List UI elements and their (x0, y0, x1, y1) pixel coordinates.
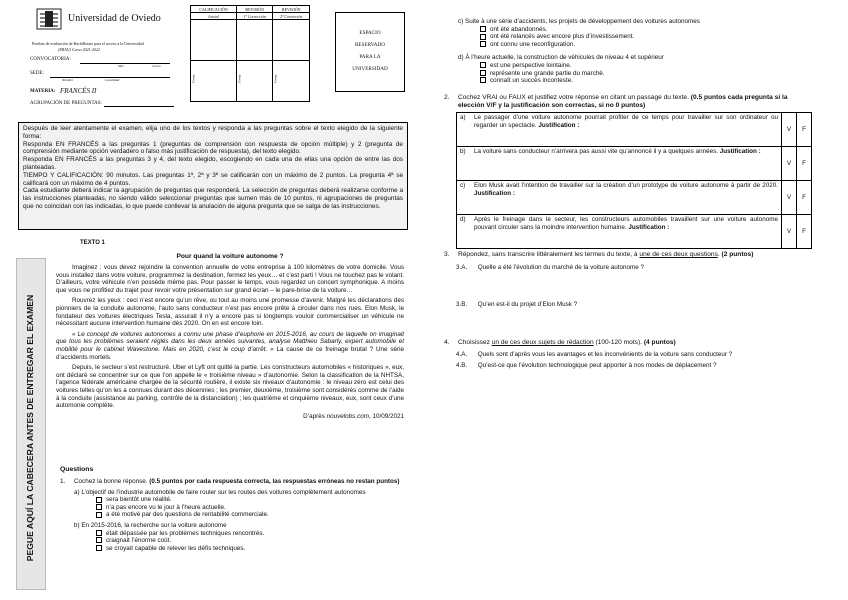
texte-body (56, 264, 404, 420)
q1-number: 1. (60, 478, 66, 485)
q2-row-a-true[interactable]: V (782, 113, 797, 147)
texte-source-date: , 10/09/2021 (368, 412, 404, 420)
q1c-options (480, 26, 818, 49)
firma-cell-revision-1[interactable] (237, 61, 273, 102)
q4-header (444, 339, 812, 347)
checkbox[interactable] (96, 537, 102, 543)
firma-label: Firma (273, 74, 278, 84)
q2-row-a (457, 113, 812, 147)
q1d-option-1-text: est une perspective lointaine. (490, 61, 572, 69)
checkbox[interactable] (480, 34, 486, 40)
q2-row-d-justification: Justification : (628, 223, 670, 231)
reserved-line-2: RESERVADO (354, 42, 386, 48)
q1a-option-1[interactable] (96, 496, 404, 504)
q1a-option-3[interactable] (96, 511, 404, 519)
firma-cell-inicial[interactable] (191, 61, 237, 102)
q1d-option-3-text: connaît un succès inconteste. (490, 77, 573, 85)
firma-label: Firma (191, 74, 196, 84)
q1a-stem: a) L’objectif de l’industrie automobile de faire rouler sur les routes des voitures complètement autonomes (74, 488, 366, 496)
texte-para-2: Rouvrez les yeux : ceci n’est encore qu’un rêve, ou tout au moins une promesse d’avenir. Malgré les déclarations des pionniers de la conduite autonome, l’auto sans conducteur n’est pas encore prête à circuler dans nos rues. Elon Musk, le fondateur des voitures électriques Tesla, assurait il n’y a encore pas si longtemps vouloir commercialiser un véhicule ne nécessitant aucune intervention humaine dès 2020. On en est encore loin. (56, 297, 404, 328)
q2-row-b-statement (471, 147, 782, 181)
q4-number: 4. (444, 339, 450, 346)
checkbox[interactable] (480, 70, 486, 76)
q2-row-c (457, 181, 812, 215)
convocatoria-label: CONVOCATORIA: (30, 57, 71, 62)
texte-source-prefix: D’après (303, 412, 327, 420)
checkbox[interactable] (96, 530, 102, 536)
q2-row-a-label: a) (457, 113, 472, 147)
q4a-text: Quels sont d’après vous les avantages et les inconvénients de la voiture sans conducteur ? (477, 351, 733, 358)
q1a-option-2[interactable] (96, 504, 404, 512)
q1-points: (0.5 puntos por cada respuesta correcta, las respuestas erróneas no restan puntos) (149, 478, 400, 485)
q3-header (444, 251, 812, 259)
q1d-option-3[interactable] (480, 77, 818, 85)
instructions-box (18, 122, 408, 230)
grade-cell-revision-1[interactable] (237, 20, 273, 61)
q2-row-b-label: b) (457, 147, 472, 181)
q2-row-c-true[interactable]: V (782, 181, 797, 215)
q1-text: Cochez la bonne réponse. (74, 478, 150, 485)
checkbox[interactable] (480, 26, 486, 32)
q1c-option-3[interactable] (480, 41, 818, 49)
q3a (456, 264, 644, 271)
reserved-line-4: UNIVERSIDAD (352, 66, 388, 72)
firma-cell-revision-2[interactable] (273, 61, 310, 102)
q2-row-a-false[interactable]: F (797, 113, 812, 147)
q2-table (456, 112, 812, 249)
q4-text-suffix: (100-120 mots). (593, 339, 644, 346)
q1b-option-2[interactable] (96, 537, 404, 545)
q1b-option-3[interactable] (96, 545, 404, 553)
q1b-stem: b) En 2015-2016, la recherche sur la voiture autonome (74, 521, 227, 529)
instructions-p3: Responda EN FRANCÉS a las preguntas 3 y 4, del texto elegido, escogiendo en cada una de ellas una opción de entre las dos planteadas. (23, 156, 403, 171)
q3b-label: 3.B. (456, 301, 468, 308)
exam-subtitle-2: (EBAU) Curso 2021-2022 (58, 47, 100, 52)
firma-label: Firma (237, 74, 242, 84)
q2-row-b-justification: Justification : (719, 148, 761, 155)
q1d-stem: d) À l’heure actuelle, la construction de véhicules de niveau 4 et supérieur (458, 54, 664, 62)
q1b-option-3-text: se croyait capable de relever les défis techniques. (106, 544, 246, 552)
q1c-option-3-text: ont connu une reconfiguration. (490, 40, 576, 48)
agrupacion-field[interactable] (104, 106, 174, 107)
q1a-options (96, 496, 404, 519)
q4-points: (4 puntos) (643, 339, 676, 346)
q4b-text: Qu’est-ce que l’évolution technologique peut apporter à nos modes de déplacement ? (477, 362, 717, 369)
q3-text-suffix: . (717, 251, 722, 258)
q1b-option-2-text: craignait l’énorme coût. (106, 537, 172, 545)
texte-source (56, 413, 404, 421)
q1a-option-2-text: n’a pas encore vu le jour à l’heure actuelle. (106, 503, 226, 511)
q2-row-d-statement (471, 215, 782, 249)
materia-label: MATERIA: (30, 89, 56, 94)
texte-para-3-quote: « Le concept de voitures autonomes a connu une phase d’euphorie en 2015-2016, au cours de laquelle on imaginait que tous les problèmes seraient réglés dans les deux années suivantes, analyse Matthieu Sabarly, expert automobile et mobilité pour le cabinet Wavestone. Mais en 2020, c’est le coup d’arrêt. » (56, 330, 404, 353)
q3-points: (2 puntos) (721, 251, 754, 258)
q1c-option-1-text: ont été abandonnés. (490, 25, 548, 33)
q2-row-b (457, 147, 812, 181)
grade-header-revision-1: REVISIÓN (237, 6, 273, 13)
q1c-option-1[interactable] (480, 26, 818, 34)
checkbox[interactable] (96, 545, 102, 551)
q2-row-c-text: Elon Musk avait l’intention de travailler sur la création d’un prototype de voiture autonome à partir de 2020. (474, 182, 778, 189)
q2-row-a-statement (471, 113, 782, 147)
grade-subheader-1a: 1ª Corrección (237, 13, 273, 20)
mes-label: Mes (118, 64, 124, 68)
q3-text-prefix: Répondez, sans transcrire littéralement les termes du texte, à (458, 251, 640, 258)
q4-text-underlined: un de ces deux sujets de rédaction (491, 339, 594, 346)
instructions-p1: Después de leer atentamente el examen, elija uno de los textos y responda a las preguntas sobre el texto elegido de la siguiente forma: (23, 125, 403, 140)
q1c-option-2-text: ont été relancés avec encore plus d’investissement. (490, 33, 635, 41)
texte-para-3 (56, 331, 404, 361)
q2-row-d-false[interactable]: F (797, 215, 812, 249)
texte-title: Pour quand la voiture autonome ? (176, 253, 284, 260)
q1-continued (458, 18, 818, 85)
materia-value: FRANCÉS II (60, 87, 97, 95)
q4a (456, 351, 732, 358)
q1d-options (480, 62, 818, 85)
grade-cell-revision-2[interactable] (273, 20, 310, 61)
grade-table (190, 5, 310, 102)
q1b-options (96, 530, 404, 553)
q3b (456, 301, 577, 308)
q2-points: (0.5 puntos cada pregunta si la elección V/F y la justificación son correctas, si no 0 puntos) (458, 94, 788, 109)
exam-subtitle-1: Pruebas de evaluación de Bachillerato para el acceso a la Universidad (32, 41, 144, 46)
reserved-university-box (335, 12, 405, 92)
q4a-label: 4.A. (456, 351, 468, 358)
instructions-p2: Responda EN FRANCÉS a las preguntas 1 (preguntas de comprensión con respuesta de opción múltiple) y 2 (pregunta de comprensión mediante opción verdadero o falso más justificación de respuesta), del texto elegido. (23, 140, 403, 156)
q1d-option-2-text: représente une grande partie du marché. (490, 69, 605, 77)
q3a-text: Quelle a été l’évolution du marché de la voiture autonome ? (477, 264, 645, 271)
q3-number: 3. (444, 251, 450, 258)
q2-row-d-true[interactable]: V (782, 215, 797, 249)
nombre-label: Nombre (62, 78, 74, 82)
q1d-option-2[interactable] (480, 70, 818, 78)
texte-para-3-tail: La cause de ce freinage brutal ? Une série d’accidents mortels. (56, 345, 405, 361)
q1b-option-1-text: était dépassée par les problèmes techniques rencontrés. (106, 529, 265, 537)
q2-header (444, 94, 812, 110)
instructions-p4: TIEMPO Y CALIFICACIÓN: 90 minutos. Las preguntas 1ª, 2ª y 3ª se calificarán con un máximo de 2 puntos. La pregunta 4ª se calificará con un máximo de 4 puntos. (23, 171, 403, 187)
agrupacion-label: AGRUPACIÓN DE PREGUNTAS: (30, 101, 102, 106)
q3b-text: Qu’en est-il du projet d’Elon Musk ? (477, 301, 578, 308)
q2-row-d-text: Après le freinage dans le secteur, les constructeurs automobiles travaillent sur une voiture autonome pouvant circuler sans la moindre intervention humaine. (474, 216, 778, 231)
reserved-line-3: PARA LA (359, 54, 381, 60)
checkbox[interactable] (480, 77, 486, 83)
checkbox[interactable] (96, 512, 102, 518)
grade-subheader-inicial: Inicial (191, 13, 237, 20)
checkbox[interactable] (96, 497, 102, 503)
q2-row-c-justification: Justification : (474, 189, 515, 197)
checkbox[interactable] (480, 62, 486, 68)
q3-text-underlined: une de ces deux questions (639, 251, 718, 258)
checkbox[interactable] (96, 504, 102, 510)
q1a-option-3-text: a été motivé par des questions de rentabilité commerciale. (106, 511, 269, 519)
q4b-label: 4.B. (456, 362, 468, 369)
q3a-label: 3.A. (456, 264, 468, 271)
reserved-line-1: ESPACIO (359, 30, 381, 36)
q2-row-b-text: La voiture sans conducteur n’arrivera pas aussi vite qu’annoncé il y a quelques années. (474, 148, 720, 155)
university-seal-icon (36, 8, 62, 30)
q1a-option-1-text: sera bientôt une réalité. (106, 496, 172, 504)
q2-row-a-justification: Justification : (538, 121, 580, 129)
grade-header-calificacion: CALIFICACIÓN (191, 6, 237, 13)
questions-heading: Questions (60, 466, 94, 473)
side-banner-text: PEGUE AQUÍ LA CABECERA ANTES DE ENTREGAR EL EXAMEN (25, 294, 35, 562)
q2-row-c-false[interactable]: F (797, 181, 812, 215)
q2-row-d-label: d) (457, 215, 472, 249)
q1c-option-2[interactable] (480, 33, 818, 41)
q2-row-c-statement (471, 181, 782, 215)
curso-label: Curso (152, 64, 161, 68)
q1d-option-1[interactable] (480, 62, 818, 70)
university-name: Universidad de Oviedo (68, 13, 161, 24)
texte-para-4: Depuis, le secteur s’est restructuré. Uber et Lyft ont quitté la partie. Les constructeurs automobiles « historiques », eux, ont déclaré se concentrer sur ce que l’on appelle le « troisième niveau » d’autonomie. Selon la classification de la NHTSA, l’agence fédérale américaine chargée de la sécurité routière, il existe six niveaux d’autonomie : le niveau zéro est celui des voitures telles qu’on les a connues durant des décennies ; les premier, deuxième, troisième sont considérés comme de l’aide à la conduite (assistance au parking, contrôle de la distanciation) ; les quatrième et cinquième niveaux, eux, sont ceux d’une automonie complète. (56, 364, 404, 410)
q2-row-b-true[interactable]: V (782, 147, 797, 181)
university-logo (36, 8, 62, 30)
q4-text-prefix: Choisissez (458, 339, 492, 346)
q2-row-a-text: Le passager d’une voiture autonome pourrait profiter de ce temps pour travailler sur son ordinateur ou regarder un spectacle. (474, 114, 778, 129)
grade-header-revision-2: REVISIÓN (273, 6, 310, 13)
q1b-option-1[interactable] (96, 530, 404, 538)
texte-source-site: nouvelobs.com (326, 412, 369, 420)
instructions-p5: Cada estudiante deberá indicar la agrupación de preguntas que responderá. La selección de preguntas deberá realizarse conforme a las instrucciones planteadas, no siendo válido seleccionar preguntas que sumen más de 10 puntos, ni agrupaciones de preguntas que no coincidan con las indicadas, lo que puede conllevar la anulación de alguna pregunta que se salga de las instrucciones. (23, 187, 403, 210)
q1-block (60, 478, 404, 552)
q2-number: 2. (444, 94, 450, 101)
q2-row-b-false[interactable]: F (797, 147, 812, 181)
localidad-label: Localidad (105, 78, 120, 82)
texte-label: TEXTO 1 (80, 240, 105, 246)
grade-cell-inicial[interactable] (191, 20, 237, 61)
sede-label: SEDE: (30, 71, 44, 76)
q1c-stem: c) Suite à une série d’accidents, les projets de développement des voitures autonomes (458, 18, 700, 25)
grade-subheader-2a: 2ª Corrección (273, 13, 310, 20)
texte-para-1: Imaginez : vous devez rejoindre la convention annuelle de votre entreprise à 100 kilomètres de votre domicile. Vous vous installez dans votre voiture, programmez la destination, fermez les yeux… et c’est parti ! Vous ne touchez pas le volant. D’ailleurs, votre véhicule n’en possède même pas. Pour passer le temps, vous regardez un concert symphonique. A moins que vous ne profitiez du trajet pour revoir votre présentation sur grand écran – le pare-brise de la voiture… (56, 264, 404, 294)
q4b (456, 362, 717, 369)
q2-text: Cochez VRAI ou FAUX et justifiez votre réponse en citant un passage du texte. (458, 94, 691, 101)
checkbox[interactable] (480, 41, 486, 47)
q2-row-c-label: c) (457, 181, 472, 215)
q2-row-d (457, 215, 812, 249)
